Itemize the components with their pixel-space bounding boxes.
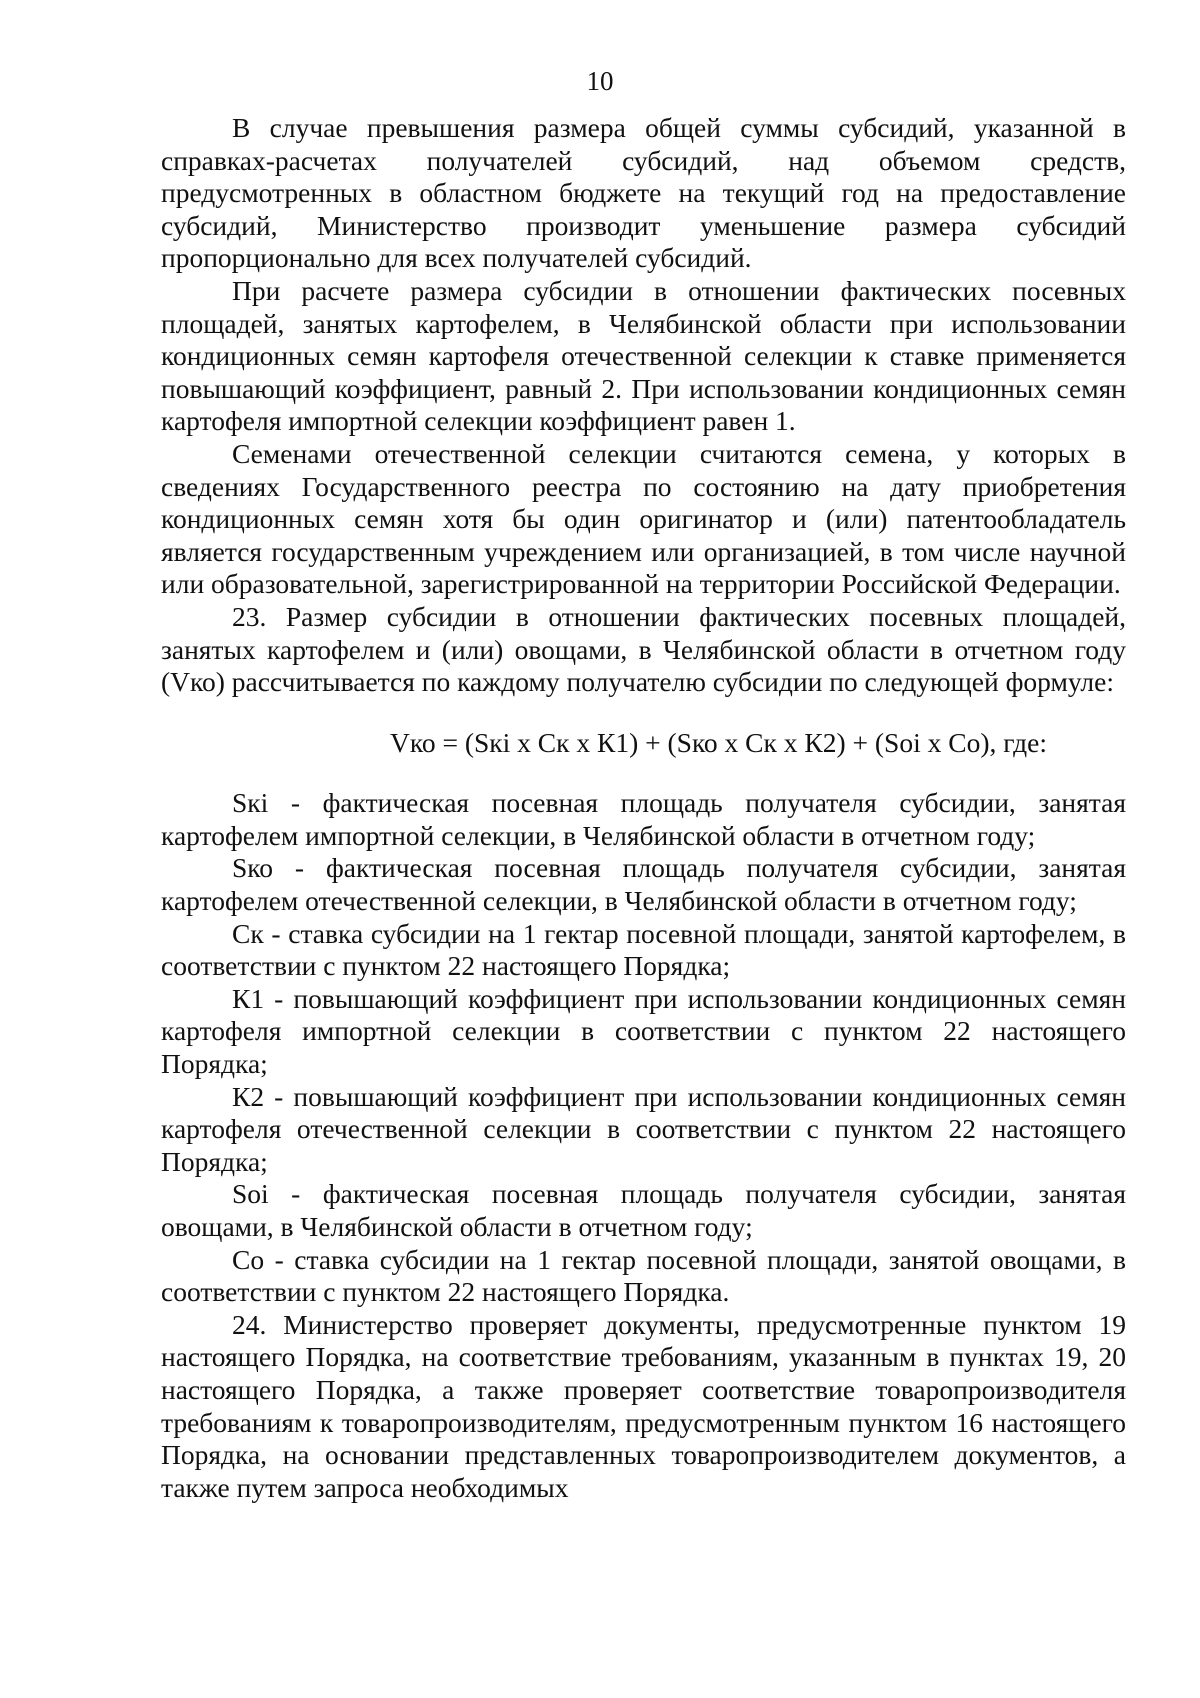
page-number: 10 [586, 66, 614, 96]
definition-k1: К1 - повышающий коэффициент при использовании кондиционных семян картофеля импортной селекции в соответствии с пунктом 22 настоящего Порядка; [161, 982, 1126, 1080]
paragraph-clause-23: 23. Размер субсидии в отношении фактических посевных площадей, занятых картофелем и (или) овощами, в Челябинской области в отчетном году (Vко) рассчитывается по каждому получателю субсидии по следующей формуле: [161, 600, 1126, 698]
definition-co: Co - ставка субсидии на 1 гектар посевной площади, занятой овощами, в соответствии с пунктом 22 настоящего Порядка. [161, 1243, 1126, 1308]
document-body [161, 112, 1126, 1504]
definition-k2: К2 - повышающий коэффициент при использовании кондиционных семян картофеля отечественной селекции в соответствии с пунктом 22 настоящего Порядка; [161, 1080, 1126, 1177]
paragraph-subsidy-reduction: В случае превышения размера общей суммы субсидий, указанной в справках-расчетах получателей субсидий, над объемом средств, предусмотренных в областном бюджете на текущий год на предоставление субсидий, Министерство производит уменьшение размера субсидий пропорционально для всех получателей субсидий. [161, 112, 1126, 274]
paragraph-domestic-selection: Семенами отечественной селекции считаются семена, у которых в сведениях Государственного реестра по состоянию на дату приобретения кондиционных семян хотя бы один оригинатор и (или) патентообладатель является государственным учреждением или организацией, в том числе научной или образовательной, зарегистрированной на территории Российской Федерации. [161, 437, 1126, 600]
definition-ck: Ск - ставка субсидии на 1 гектар посевной площади, занятой картофелем, в соответствии с пунктом 22 настоящего Порядка; [161, 917, 1126, 982]
paragraph-clause-24: 24. Министерство проверяет документы, предусмотренные пунктом 19 настоящего Порядка, на соответствие требованиям, указанным в пунктах 19, 20 настоящего Порядка, а также проверяет соответствие товаропроизводителя требованиям к товаропроизводителям, предусмотренным пунктом 16 настоящего Порядка, на основании представленных товаропроизводителем документов, а также путем запроса необходимых [161, 1308, 1126, 1503]
definition-soi: Soi - фактическая посевная площадь получателя субсидии, занятая овощами, в Челябинской области в отчетном году; [161, 1178, 1126, 1242]
definition-ski: Sкi - фактическая посевная площадь получателя субсидии, занятая картофелем импортной селекции, в Челябинской области в отчетном году; [161, 787, 1126, 851]
paragraph-potato-coefficient: При расчете размера субсидии в отношении фактических посевных площадей, занятых картофелем, в Челябинской области при использовании кондиционных семян картофеля отечественной селекции к ставке применяется повышающий коэффициент, равный 2. При использовании кондиционных семян картофеля импортной селекции коэффициент равен 1. [161, 274, 1126, 437]
definition-sko: Sко - фактическая посевная площадь получателя субсидии, занятая картофелем отечественной селекции, в Челябинской области в отчетном году; [161, 852, 1126, 917]
subsidy-formula: Vко = (Sкi x Ск x К1) + (Sко x Ск x К2) + (Soi x Co), где: [390, 726, 1047, 758]
